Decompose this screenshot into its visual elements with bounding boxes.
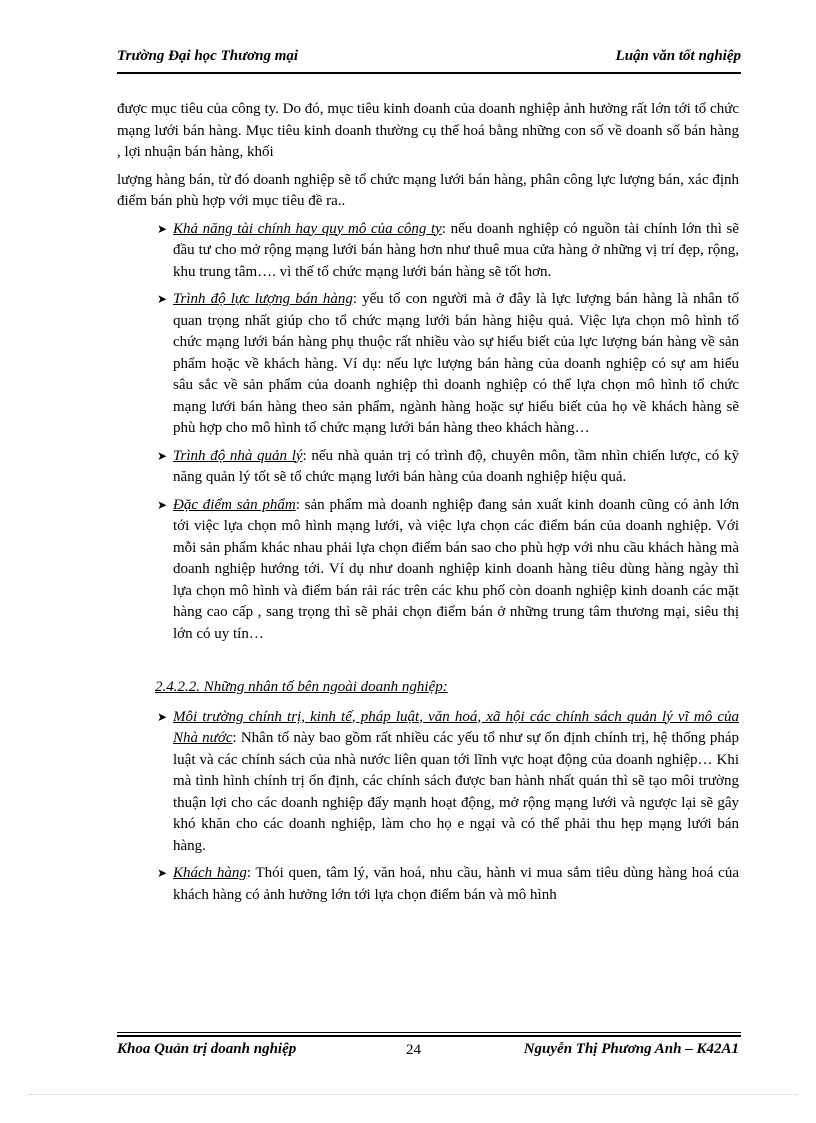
section-heading: 2.4.2.2. Những nhân tố bên ngoài doanh nghiệp: [155,679,448,695]
footer-divider-thick [117,1035,741,1037]
list-item-term: Đặc điểm sản phẩm [173,496,296,513]
list-item-text: : nếu nhà quản trị có trình độ, chuyên môn, tầm nhìn chiến lược, có kỹ năng quản lý tốt sẽ tổ chức mạng lưới bán hàng của doanh nghiệp hiệu quả. [173,447,739,485]
list-item-external-2 [117,863,739,906]
footer-faculty: Khoa Quản trị doanh nghiệp [117,1041,297,1057]
arrow-bullet-icon: ➤ [157,866,168,880]
arrow-bullet-icon: ➤ [157,292,168,306]
arrow-bullet-icon: ➤ [157,448,168,463]
page-edge-dotted-line [28,1094,798,1095]
list-item-term: Trình độ lực lượng bán hàng [173,291,353,307]
list-item-text: : Thói quen, tâm lý, văn hoá, nhu cầu, hành vi mua sắm tiêu dùng hàng hoá của khách hàng có ảnh hưởng lớn tới lựa chọn điểm bán và mô hình [173,865,739,903]
list-item-external-1 [117,707,739,858]
list-item-internal-1 [117,219,739,284]
intro-paragraph-1: được mục tiêu của công ty. Do đó, mục tiêu kinh doanh của doanh nghiệp ảnh hưởng rất lớn tới tổ chức mạng lưới bán hàng. Mục tiêu kinh doanh thường cụ thể hoá bằng những con số về doanh số bán hàng , lợi nhuận bán hàng, khối [117,101,739,160]
list-item-text: : Nhân tố này bao gồm rất nhiều các yếu tố như sự ổn định chính trị, hệ thống pháp luật và các chính sách của nhà nước liên quan tới lĩnh vực hoạt động của doanh nghiệp… Khi mà tình hình chính trị ổn định, các chính sách được ban hành nhất quán thì sẽ tạo môi trường thuận lợi cho các doanh nghiệp đẩy mạnh hoạt động, mở rộng mạng lưới và ngược lại sẽ gây khó khăn cho các doanh nghiệp, làm cho họ e ngại và có thể phải thu hẹp mạng lưới bán hàng. [173,730,739,854]
footer-author: Nguyễn Thị Phương Anh – K42A1 [523,1041,739,1057]
list-item-term: Khả năng tài chính hay quy mô của công ty [173,220,442,237]
list-item-term: Trình độ nhà quản lý [173,447,303,464]
arrow-bullet-icon: ➤ [157,497,168,512]
arrow-bullet-icon: ➤ [157,221,168,236]
footer-divider-thin [117,1032,741,1033]
page-number: 24 [406,1042,421,1058]
header-thesis-label: Luận văn tốt nghiệp [615,48,741,64]
arrow-bullet-icon: ➤ [157,709,168,724]
header-divider [117,72,741,74]
list-item-term: Môi trường chính trị, kinh tế, pháp luật, văn hoá, xã hội các chính sách quản lý vĩ mô của Nhà nước [173,708,739,746]
page-header [117,48,741,70]
list-item-text: : sản phẩm mà doanh nghiệp đang sản xuất kinh doanh cũng có ảnh lớn tới việc lựa chọn mô hình mạng lưới, và việc lựa chọn các điểm bán của doanh nghiệp. Với mỗi sản phẩm khác nhau phải lựa chọn điểm bán sao cho phù hợp với nhu cầu khách hàng mà doanh nghiệp hướng tới. Ví dụ như doanh nghiệp kinh doanh hàng tiêu dùng hàng ngày thì lựa chọn mô hình và điểm bán rải rác trên các khu phố còn doanh nghiệp kinh doanh các mặt hàng cao cấp , sang trọng thì sẽ phải chọn điểm bán ở những trung tâm thương mại, siêu thị lớn có uy tín… [173,496,739,642]
list-item-text: : nếu doanh nghiệp có nguồn tài chính lớn thì sẽ đầu tư cho mở rộng mạng lưới bán hàng hơn như thuê mua cửa hàng ở những vị trí đẹp, rộng, khu trung tâm…. vì thế tổ chức mạng lưới bán hàng sẽ tốt hơn. [173,220,739,280]
intro-paragraph-2: lượng hàng bán, từ đó doanh nghiệp sẽ tổ chức mạng lưới bán hàng, phân công lực lượng bán, xác định điểm bán phù hợp với mục tiêu đề ra.. [117,171,739,209]
header-university: Trường Đại học Thương mại [117,48,299,64]
list-item-internal-2 [117,289,739,440]
list-item-internal-4 [117,495,739,646]
list-item-internal-3 [117,446,739,489]
page-footer [117,1041,741,1063]
list-item-text: : yếu tố con người mà ở đây là lực lượng bán hàng là nhân tố quan trọng nhất giúp cho tổ chức mạng lưới bán hàng hiệu quả. Việc lựa chọn mô hình tổ chức mạng lưới bán hàng phụ thuộc rất nhiều vào sự hiểu biết của lực lượng bán hàng về sản phẩm hoặc về khách hàng. Ví dụ: nếu lực lượng bán hàng của doanh nghiệp có sự am hiểu sâu sắc về sản phẩm của doanh nghiệp thì doanh nghiệp có thể lựa chọn mô hình tổ chức mạng lưới bán hàng theo sản phẩm, ngành hàng hoặc sự hiểu biết của họ về khách hàng sẽ phù hợp cho mô hình tổ chức mạng lưới bán hàng theo khách hàng… [173,291,739,436]
page-body [117,99,739,906]
list-item-term: Khách hàng [173,865,247,881]
